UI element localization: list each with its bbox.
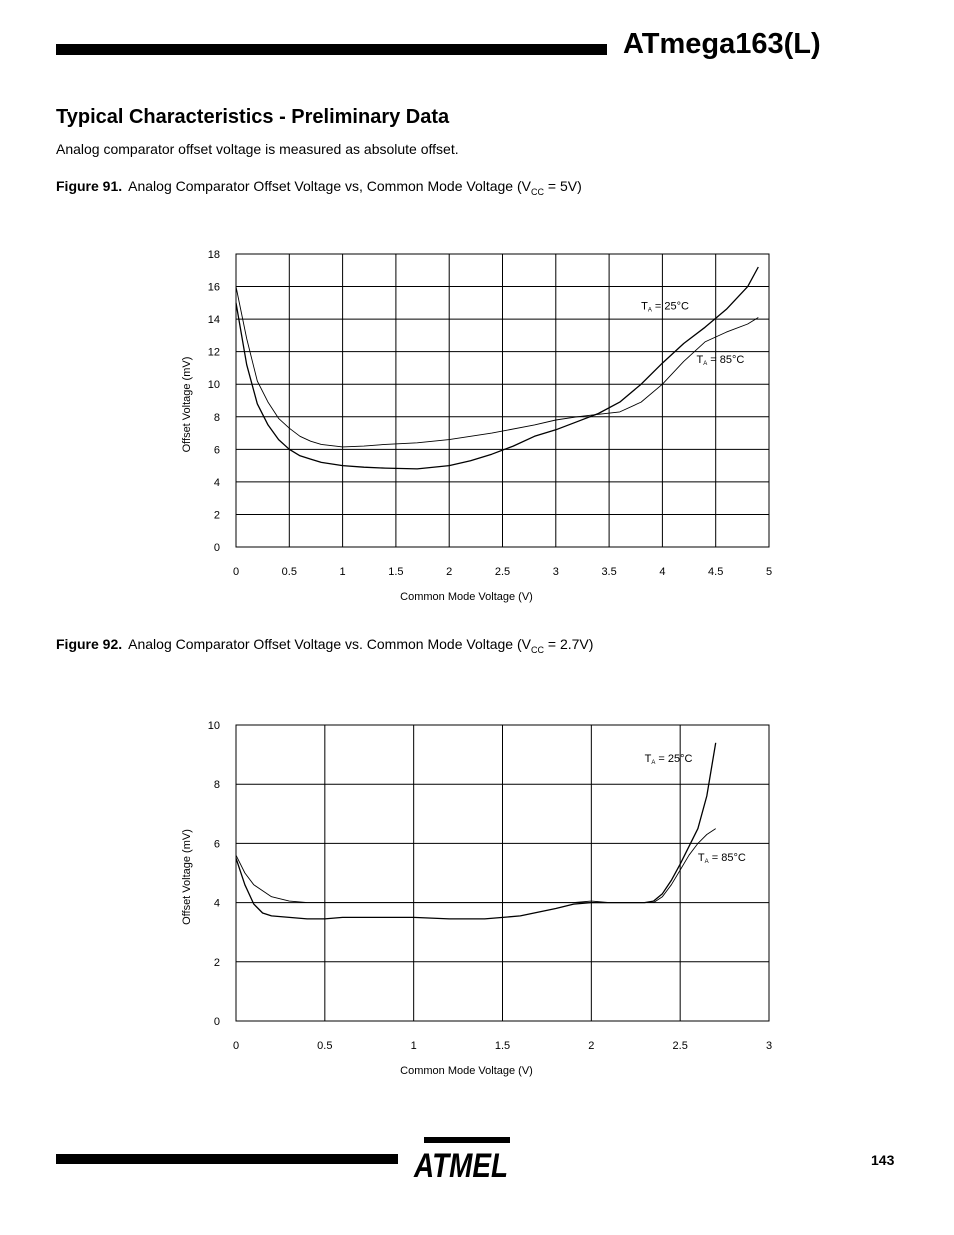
series-label-main: T [696, 354, 704, 367]
figure-92-label: Figure 92. [56, 636, 123, 652]
figure-91-caption-text: Analog Comparator Offset Voltage vs, Common Mode Voltage (V [128, 178, 531, 194]
fig92-x-axis-title: Common Mode Voltage (V) [400, 1065, 533, 1077]
fig91-y-tick-label: 14 [207, 314, 220, 327]
figure-92-caption-text: Analog Comparator Offset Voltage vs. Common Mode Voltage (V [128, 636, 531, 652]
fig91-y-tick-label: 18 [207, 249, 220, 261]
fig92-series-ta-25c-line [236, 743, 716, 919]
fig92-series-ta-85c-label [698, 852, 746, 865]
figure-91-caption-end: = 5V) [543, 178, 582, 194]
series-label-subscript: A [703, 361, 708, 368]
fig92-grid [236, 725, 769, 1021]
section-heading: Typical Characteristics - Preliminary Data [56, 106, 450, 128]
fig91-x-tick-label: 1 [339, 566, 346, 578]
series-label-main: T [644, 753, 652, 765]
atmel-logo-text: ATMEL [413, 1147, 508, 1185]
series-label-subscript: A [704, 859, 709, 866]
fig91-y-tick-label: 8 [213, 411, 220, 424]
document-title: ATmega163(L) [623, 28, 821, 60]
fig92-y-tick-label: 8 [213, 779, 220, 792]
series-label-main: T [697, 852, 705, 865]
fig91-y-tick-label: 2 [213, 509, 220, 522]
figure-92-caption-end: = 2.7V) [543, 636, 594, 652]
figure-92-chart [0, 710, 954, 1090]
fig92-x-tick-label: 3 [765, 1040, 773, 1052]
fig92-x-tick-label: 0 [232, 1040, 240, 1052]
figure-91-label: Figure 91. [56, 178, 123, 194]
fig91-series-ta-85c-label [697, 354, 745, 367]
fig92-y-tick-label: 6 [213, 838, 220, 851]
fig91-x-axis-title: Common Mode Voltage (V) [400, 591, 533, 603]
fig91-x-tick-label: 2 [446, 566, 453, 578]
fig92-x-tick-label: 1.5 [494, 1040, 511, 1052]
fig92-x-tick-label: 2.5 [672, 1040, 688, 1052]
fig92-x-tick-label: 0.5 [317, 1040, 333, 1052]
series-label-rest: = 85°C [708, 852, 746, 865]
footer-rule [56, 1154, 398, 1164]
header-rule [56, 44, 607, 55]
fig91-y-axis-title: Offset Voltage (mV) [181, 356, 193, 453]
fig91-x-tick-label: 1.5 [388, 566, 404, 578]
fig91-x-tick-label: 4 [659, 566, 666, 578]
fig92-y-tick-label: 2 [213, 956, 220, 969]
fig91-x-tick-label: 4.5 [708, 566, 724, 578]
figure-92-caption-subscript: CC [530, 644, 544, 655]
fig91-y-tick-label: 0 [213, 542, 220, 554]
fig91-x-tick-label: 0 [232, 566, 240, 578]
series-label-subscript: A [651, 760, 656, 766]
fig92-x-tick-label: 1 [410, 1040, 417, 1052]
fig91-y-tick-label: 10 [207, 379, 220, 392]
fig91-series-ta-25c-line [236, 267, 758, 469]
fig91-y-tick-label: 16 [207, 281, 220, 294]
fig92-y-tick-label: 10 [207, 720, 220, 732]
fig92-x-tick-label: 2 [588, 1040, 595, 1052]
fig92-y-axis-title: Offset Voltage (mV) [181, 829, 193, 925]
figure-91-chart [0, 240, 954, 620]
series-label-rest: = 25°C [655, 753, 693, 765]
fig91-y-tick-label: 4 [213, 476, 220, 489]
fig92-y-tick-label: 4 [213, 897, 220, 910]
fig91-x-tick-label: 3 [552, 566, 559, 578]
series-label-rest: = 85°C [707, 354, 745, 367]
fig91-x-tick-label: 3.5 [601, 566, 617, 578]
fig91-x-tick-label: 0.5 [281, 566, 297, 578]
fig91-grid [236, 254, 769, 547]
fig91-y-tick-label: 12 [207, 346, 220, 359]
series-label-subscript: A [647, 307, 652, 314]
fig92-series-ta-85c-line [236, 829, 716, 903]
intro-text: Analog comparator offset voltage is measured as absolute offset. [56, 141, 459, 157]
series-label-rest: = 25°C [651, 300, 689, 313]
atmel-logo [412, 1134, 512, 1184]
figure-92-caption [56, 636, 593, 655]
fig92-y-tick-label: 0 [213, 1016, 220, 1028]
series-label-main: T [641, 300, 648, 313]
figure-91-caption-subscript: CC [530, 186, 544, 197]
fig91-x-tick-label: 5 [765, 566, 773, 578]
fig91-series-ta-25c-label [641, 300, 689, 313]
figure-91-caption [56, 178, 582, 197]
fig92-series-ta-25c-label [645, 753, 693, 766]
fig91-y-tick-label: 6 [213, 444, 220, 457]
page-number: 143 [871, 1152, 895, 1168]
fig91-x-tick-label: 2.5 [494, 566, 511, 578]
